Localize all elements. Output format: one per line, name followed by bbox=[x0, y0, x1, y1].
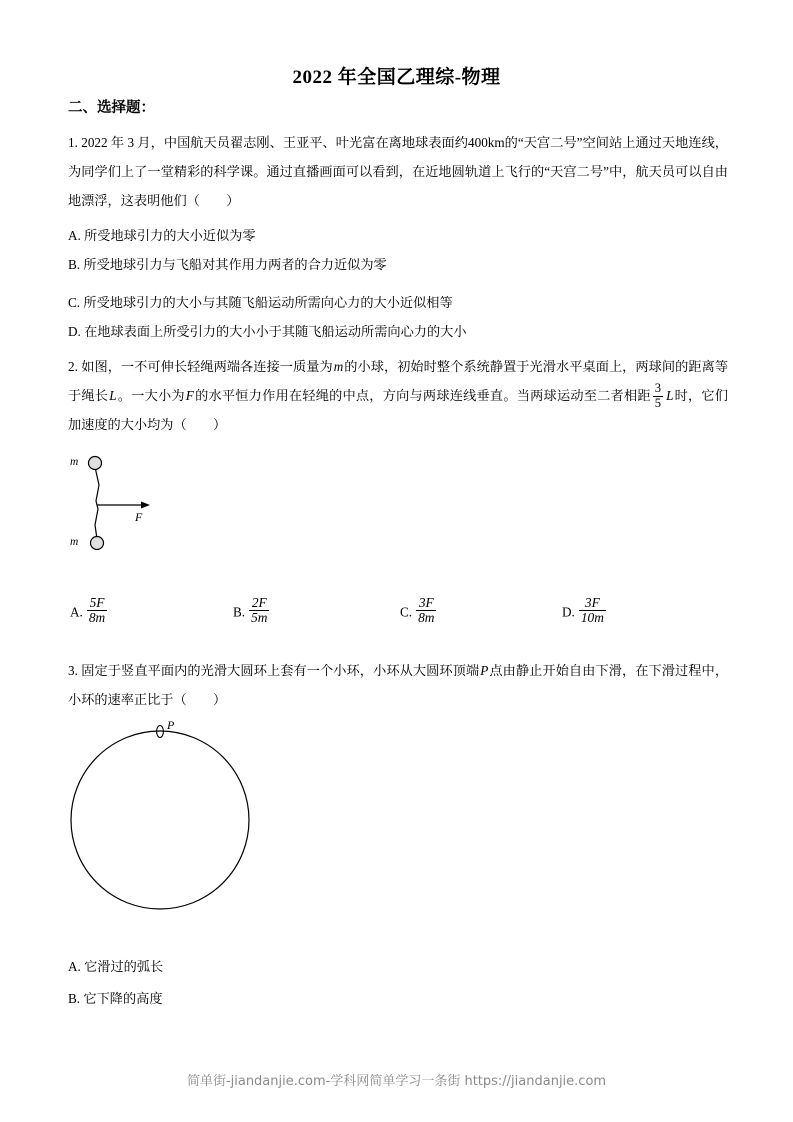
fraction-numerator: 3 bbox=[654, 380, 662, 395]
question-2-text-part2: 的小球，初始时整个系统静置于光滑水平桌面上，两球间的距离等于绳长 bbox=[68, 359, 729, 403]
question-2-option-c[interactable] bbox=[400, 596, 438, 626]
page-title: 2022 年全国乙理综-物理 bbox=[292, 67, 501, 88]
ball-bottom bbox=[91, 537, 104, 550]
question-3-text-part1: 3. 固定于竖直平面内的光滑大圆环上套有一个小环，小环从大圆环顶端 bbox=[68, 663, 480, 678]
question-2-option-b[interactable] bbox=[233, 596, 271, 626]
question-1-option-a[interactable]: A. 所受地球引力的大小近似为零 bbox=[68, 228, 256, 243]
question-2-option-d[interactable] bbox=[562, 596, 608, 626]
question-3-figure bbox=[60, 712, 280, 922]
point-p-label: P bbox=[167, 718, 175, 732]
question-1-stem: 1. 2022 年 3 月，中国航天员翟志刚、王亚平、叶光富在离地球表面约400km的“天宫二号”空间站上通过天地连线，为同学们上了一堂精彩的科学课。通过直播画面可以看到，在近地圆轨道上飞行的“天宫二号”中，航天员可以自由地漂浮，这表明他们（ ） bbox=[68, 135, 728, 208]
question-2-var-m: m bbox=[333, 359, 344, 374]
question-2-text-part3: 。一大小为 bbox=[117, 388, 185, 403]
force-label: F bbox=[135, 510, 143, 524]
ball-top bbox=[89, 457, 102, 470]
fraction-numerator: 3F bbox=[584, 595, 600, 610]
ball-top-label: m bbox=[70, 456, 79, 468]
fraction-numerator: 2F bbox=[251, 595, 267, 610]
option-a-fraction bbox=[87, 596, 107, 626]
question-2-fraction-three-fifths bbox=[653, 382, 663, 410]
question-3-var-p: P bbox=[480, 663, 489, 678]
large-circle bbox=[71, 731, 249, 909]
question-1-option-b[interactable]: B. 所受地球引力与飞船对其作用力两者的合力近似为零 bbox=[68, 257, 387, 272]
option-d-label: D. bbox=[562, 604, 575, 620]
question-2-stem bbox=[68, 352, 728, 439]
question-3-text-part2: 点由静止开始自由下滑，在下滑过程中，小环的速率正比于（ ） bbox=[68, 663, 729, 707]
question-3-option-a[interactable]: A. 它滑过的弧长 bbox=[68, 959, 164, 974]
fraction-denominator: 8m bbox=[88, 610, 106, 626]
option-a-label: A. bbox=[70, 604, 83, 620]
question-3-stem bbox=[68, 656, 728, 714]
question-1-option-d[interactable]: D. 在地球表面上所受引力的大小小于其随飞船运动所需向心力的大小 bbox=[68, 324, 467, 339]
question-2-text-part5: 时，它们加速度的大小均为（ ） bbox=[68, 388, 729, 433]
question-2-figure bbox=[58, 445, 208, 565]
fraction-denominator: 10m bbox=[580, 610, 604, 626]
rope-path bbox=[95, 467, 99, 539]
question-2-text-part4: 的水平恒力作用在轻绳的中点，方向与两球连线垂直。当两球运动至二者相距 bbox=[194, 388, 651, 403]
question-2-var-l: L bbox=[109, 388, 117, 403]
fraction-denominator: 5m bbox=[251, 610, 268, 626]
section-header: 二、选择题： bbox=[68, 100, 155, 116]
fraction-denominator: 5 bbox=[654, 395, 662, 410]
fraction-numerator: 3F bbox=[418, 595, 434, 610]
option-d-fraction bbox=[579, 596, 606, 626]
question-2-var-l2: L bbox=[666, 388, 674, 403]
footer-watermark: 简单街-jiandanjie.com-学科网简单学习一条街 https://jiandanjie.com bbox=[186, 1074, 607, 1089]
question-3-option-b[interactable]: B. 它下降的高度 bbox=[68, 991, 163, 1006]
fraction-numerator: 5F bbox=[89, 595, 105, 610]
question-2-text-part1: 2. 如图，一不可伸长轻绳两端各连接一质量为 bbox=[68, 359, 333, 374]
option-c-fraction bbox=[416, 596, 436, 626]
question-2-options bbox=[0, 596, 793, 642]
question-2-option-a[interactable] bbox=[70, 596, 109, 626]
option-b-label: B. bbox=[233, 604, 246, 620]
question-2-var-f: F bbox=[185, 388, 194, 403]
fraction-denominator: 8m bbox=[418, 610, 435, 626]
ball-bottom-label: m bbox=[70, 536, 79, 548]
option-b-fraction bbox=[249, 596, 269, 626]
question-1-option-c[interactable]: C. 所受地球引力的大小与其随飞船运动所需向心力的大小近似相等 bbox=[68, 295, 453, 310]
option-c-label: C. bbox=[400, 604, 413, 620]
force-arrow-head bbox=[141, 502, 150, 509]
